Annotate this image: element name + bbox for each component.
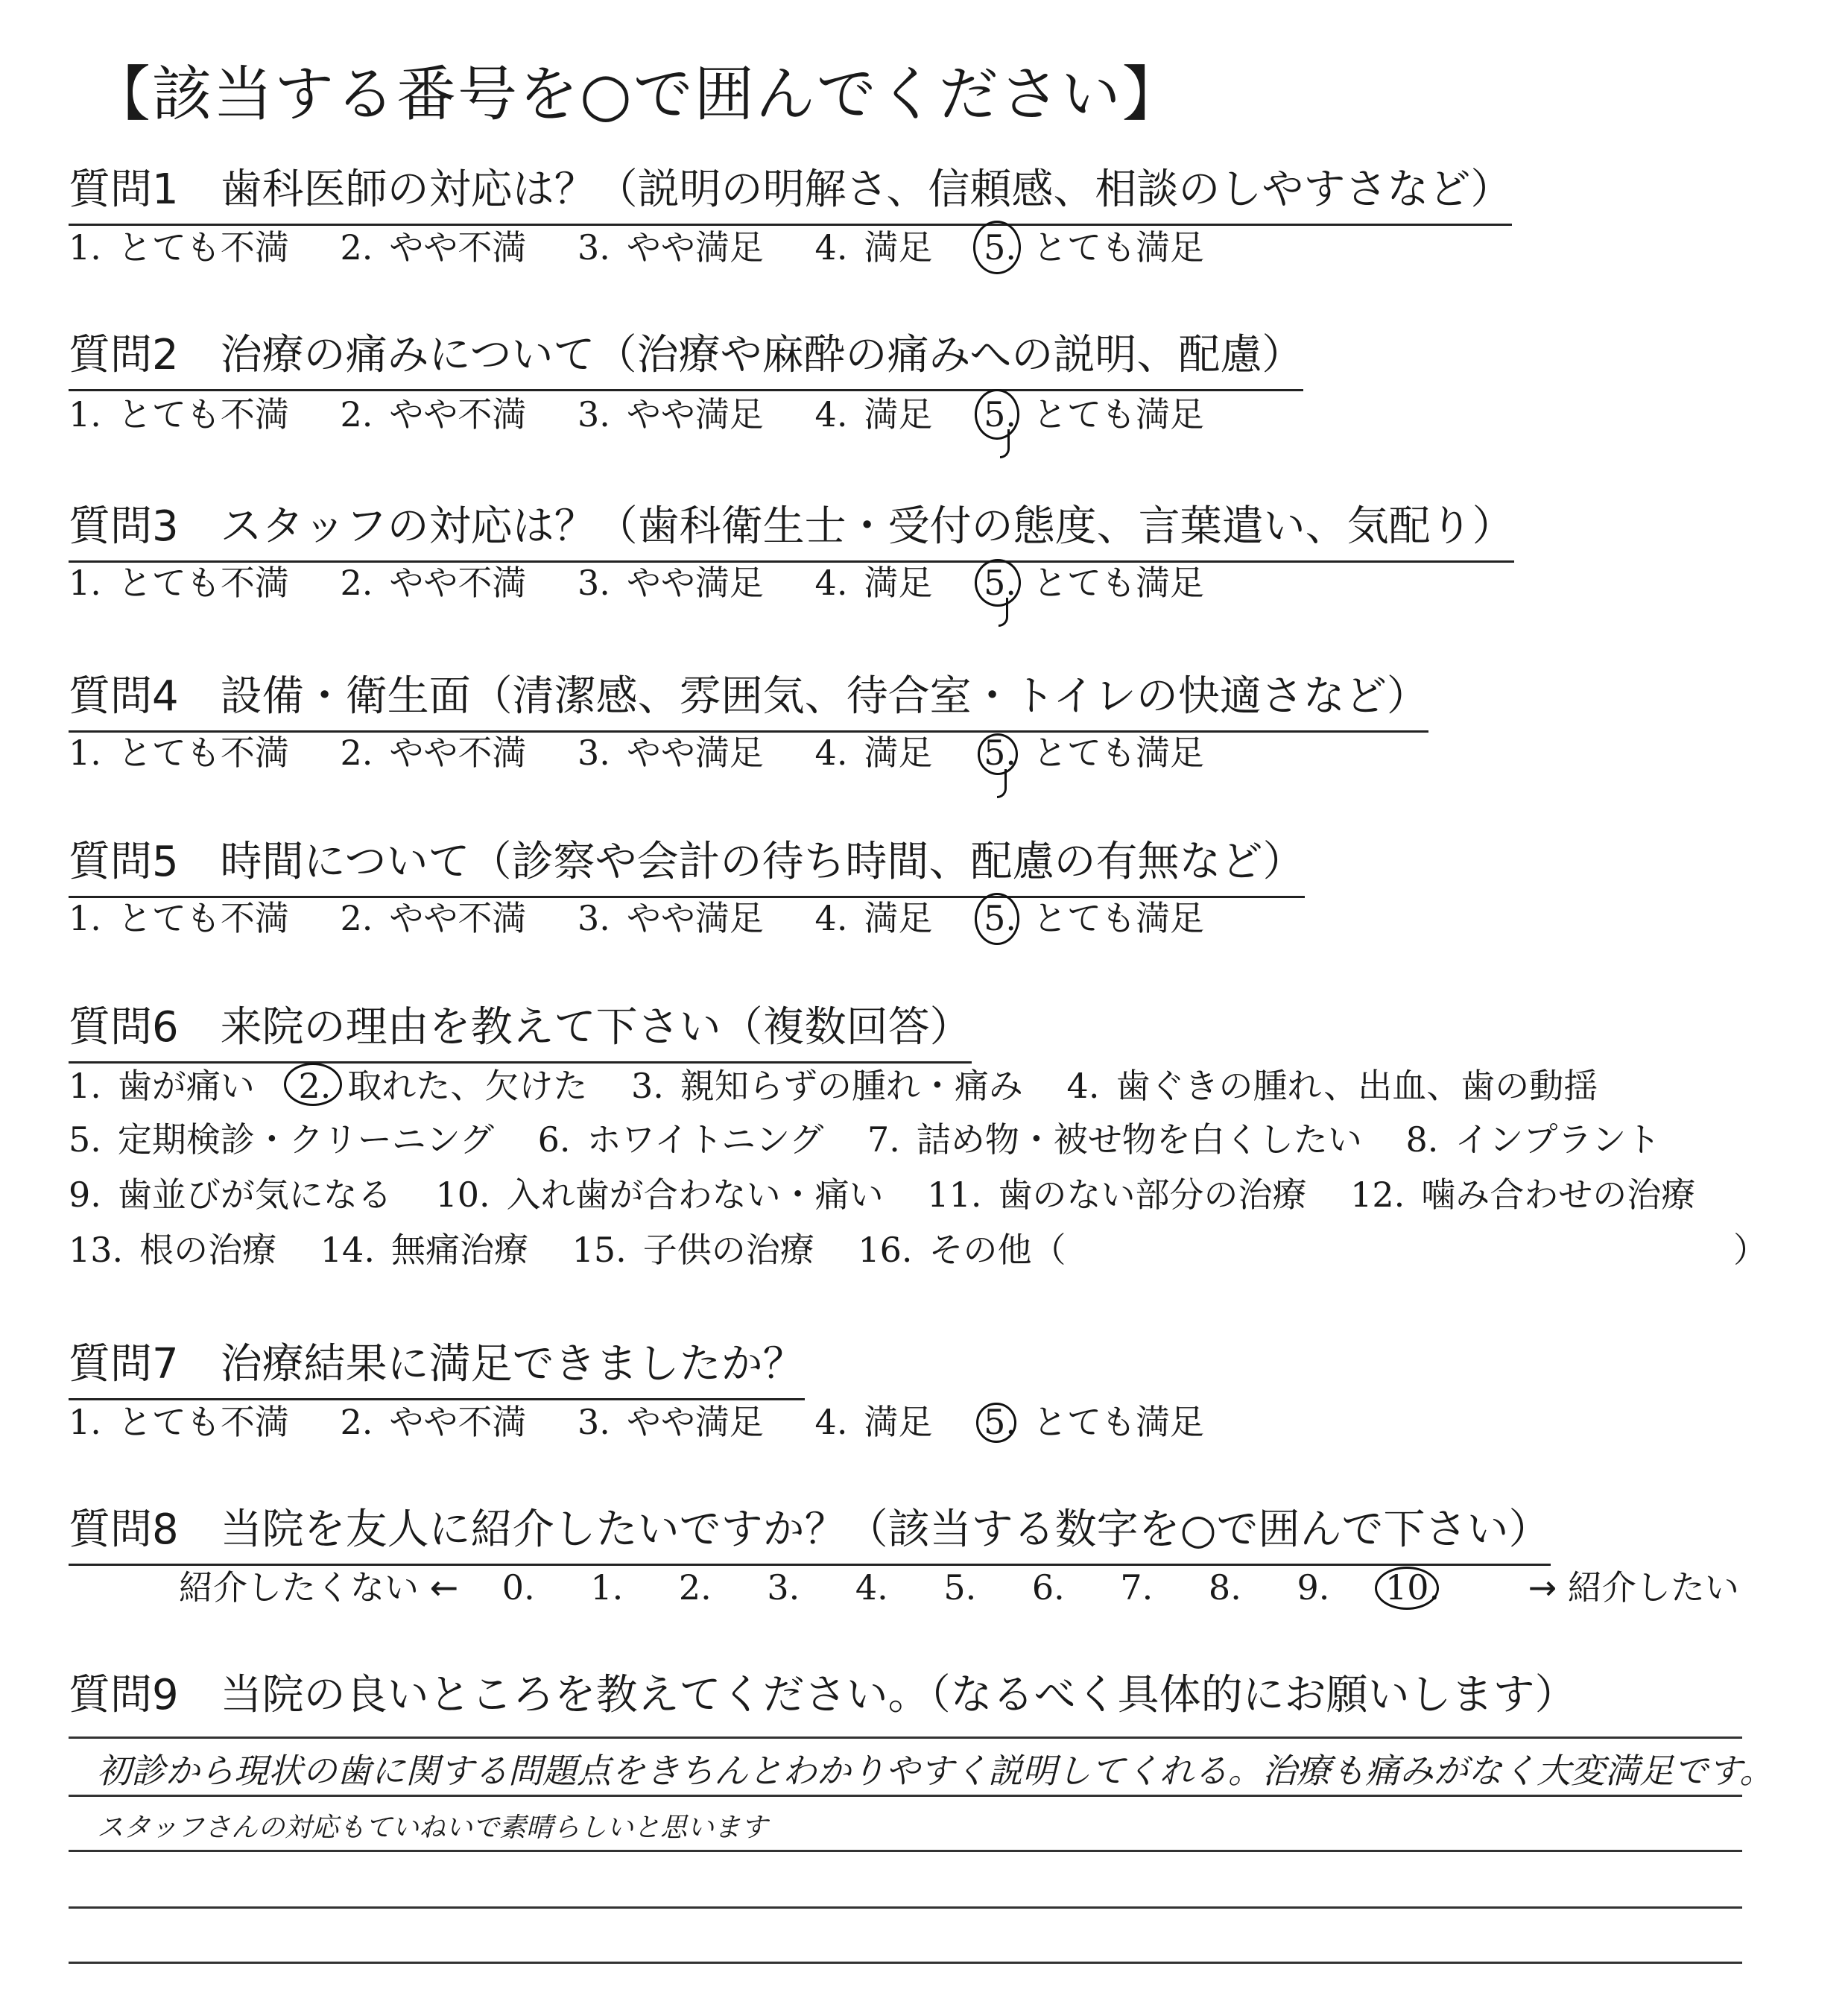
q6-option-7[interactable]: 7. 詰め物・被せ物を白くしたい xyxy=(867,1119,1362,1160)
q8-number-1[interactable]: 1. xyxy=(590,1567,624,1608)
question-8-label: 質問8 当院を友人に紹介したいですか？（該当する数字を○で囲んで下さい） xyxy=(69,1501,1551,1566)
q1-option-5[interactable]: 5. とても満足 xyxy=(984,225,1204,270)
q8-number-0[interactable]: 0. xyxy=(501,1567,535,1608)
q1-option-4[interactable]: 4. 満足 xyxy=(814,227,933,268)
q4-option-1[interactable]: 1. とても不満 xyxy=(69,733,289,773)
question-7-options xyxy=(69,1400,1244,1444)
q7-option-4[interactable]: 4. 満足 xyxy=(814,1402,933,1442)
q9-answer-line-1[interactable]: 初診から現状の歯に関する問題点をきちんとわかりやすく説明してくれる。治療も痛みがなく大変満足です。 xyxy=(97,1751,1774,1791)
q6-option-10[interactable]: 10. 入れ歯が合わない・痛い xyxy=(435,1175,884,1215)
q6-option-6[interactable]: 6. ホワイトニング xyxy=(537,1119,824,1160)
q3-option-5[interactable]: 5. とても満足 xyxy=(984,560,1204,605)
q6-option-15[interactable]: 15. 子供の治療 xyxy=(572,1230,814,1270)
q6-row-3 xyxy=(69,1170,1728,1219)
q6-option-13[interactable]: 13. 根の治療 xyxy=(69,1230,277,1270)
q8-left-label: 紹介したくない ← xyxy=(179,1567,459,1608)
q6-option-2[interactable]: 2. 取れた、欠けた xyxy=(299,1061,588,1110)
question-7-label: 質問7 治療結果に満足できましたか？ xyxy=(69,1336,805,1400)
q8-number-3[interactable]: 3. xyxy=(767,1567,800,1608)
question-3-label: 質問3 スタッフの対応は？（歯科衛生士・受付の態度、言葉遣い、気配り） xyxy=(69,498,1514,563)
question-9-label: 質問9 当院の良いところを教えてください。（なるべく具体的にお願いします） xyxy=(69,1671,1577,1719)
q6-option-3[interactable]: 3. 親知らずの腫れ・痛み xyxy=(631,1066,1023,1106)
q6-row-4 xyxy=(69,1225,1066,1274)
q8-number-10[interactable]: 10. xyxy=(1385,1565,1472,1610)
answer-line-3 xyxy=(69,1850,1742,1852)
question-4-options xyxy=(69,730,1244,775)
q2-option-5[interactable]: 5. とても満足 xyxy=(984,392,1204,437)
q6-option-12[interactable]: 12. 噛み合わせの治療 xyxy=(1350,1175,1696,1215)
q8-number-8[interactable]: 8. xyxy=(1208,1567,1241,1608)
q3-option-2[interactable]: 2. やや不満 xyxy=(340,563,527,603)
answer-line-1 xyxy=(69,1737,1742,1739)
q2-option-3[interactable]: 3. やや満足 xyxy=(578,394,764,434)
q1-option-3[interactable]: 3. やや満足 xyxy=(578,227,764,268)
selection-stroke xyxy=(997,769,1007,798)
q6-option-14[interactable]: 14. 無痛治療 xyxy=(320,1230,528,1270)
question-2-options xyxy=(69,392,1244,437)
q6-option-11[interactable]: 11. 歯のない部分の治療 xyxy=(927,1175,1307,1215)
q3-option-4[interactable]: 4. 満足 xyxy=(814,563,933,603)
q8-number-7[interactable]: 7. xyxy=(1120,1567,1154,1608)
q7-option-1[interactable]: 1. とても不満 xyxy=(69,1402,289,1442)
q3-option-3[interactable]: 3. やや満足 xyxy=(578,563,764,603)
q5-option-4[interactable]: 4. 満足 xyxy=(814,898,933,938)
q6-option-4[interactable]: 4. 歯ぐきの腫れ、出血、歯の動揺 xyxy=(1066,1066,1598,1106)
q7-option-2[interactable]: 2. やや不満 xyxy=(340,1402,527,1442)
q8-number-2[interactable]: 2. xyxy=(678,1567,712,1608)
q8-scale xyxy=(179,1565,1772,1610)
q6-option-1[interactable]: 1. 歯が痛い xyxy=(69,1066,255,1106)
q6-option-5[interactable]: 5. 定期検診・クリーニング xyxy=(69,1119,494,1160)
page-title: 【該当する番号を○で囲んでください】 xyxy=(91,60,1183,129)
q8-number-9[interactable]: 9. xyxy=(1297,1567,1330,1608)
q8-right-label: → 紹介したい xyxy=(1528,1567,1739,1608)
q4-option-3[interactable]: 3. やや満足 xyxy=(578,733,764,773)
q2-option-2[interactable]: 2. やや不満 xyxy=(340,394,527,434)
q5-option-1[interactable]: 1. とても不満 xyxy=(69,898,289,938)
q3-option-1[interactable]: 1. とても不満 xyxy=(69,563,289,603)
q8-number-5[interactable]: 5. xyxy=(943,1567,977,1608)
q1-option-2[interactable]: 2. やや不満 xyxy=(340,227,527,268)
question-4-label: 質問4 設備・衛生面（清潔感、雰囲気、待合室・トイレの快適さなど） xyxy=(69,668,1428,733)
question-3-options xyxy=(69,560,1244,605)
q8-number-6[interactable]: 6. xyxy=(1031,1567,1065,1608)
q5-option-3[interactable]: 3. やや満足 xyxy=(578,898,764,938)
q7-option-5[interactable]: 5. とても満足 xyxy=(984,1400,1204,1444)
answer-line-5 xyxy=(69,1962,1742,1964)
q5-option-2[interactable]: 2. やや不満 xyxy=(340,898,527,938)
question-2-label: 質問2 治療の痛みについて（治療や麻酔の痛みへの説明、配慮） xyxy=(69,326,1303,391)
question-5-label: 質問5 時間について（診察や会計の待ち時間、配慮の有無など） xyxy=(69,833,1305,898)
q6-row-1 xyxy=(69,1061,1630,1110)
q2-option-4[interactable]: 4. 満足 xyxy=(814,394,933,434)
answer-line-4 xyxy=(69,1906,1742,1909)
question-1-label: 質問1 歯科医師の対応は？（説明の明解さ、信頼感、相談のしやすさなど） xyxy=(69,161,1512,226)
answer-line-2 xyxy=(69,1795,1742,1797)
q1-option-1[interactable]: 1. とても不満 xyxy=(69,227,289,268)
q6-option-16[interactable]: 16. その他（ xyxy=(858,1230,1066,1270)
q6-option-8[interactable]: 8. インプラント xyxy=(1405,1119,1661,1160)
q8-number-4[interactable]: 4. xyxy=(855,1567,888,1608)
q4-option-5[interactable]: 5. とても満足 xyxy=(984,730,1204,775)
q2-option-1[interactable]: 1. とても不満 xyxy=(69,394,289,434)
q6-row-2 xyxy=(69,1115,1693,1164)
q6-other-close: ） xyxy=(1733,1230,1768,1270)
q5-option-5[interactable]: 5. とても満足 xyxy=(984,896,1204,941)
q4-option-4[interactable]: 4. 満足 xyxy=(814,733,933,773)
q7-option-3[interactable]: 3. やや満足 xyxy=(578,1402,764,1442)
q4-option-2[interactable]: 2. やや不満 xyxy=(340,733,527,773)
question-5-options xyxy=(69,896,1244,941)
question-6-label: 質問6 来院の理由を教えて下さい（複数回答） xyxy=(69,999,972,1064)
q6-option-9[interactable]: 9. 歯並びが気になる xyxy=(69,1175,392,1215)
q9-answer-line-2[interactable]: スタッフさんの対応もていねいで素晴らしいと思います xyxy=(97,1813,768,1843)
question-1-options xyxy=(69,225,1244,270)
